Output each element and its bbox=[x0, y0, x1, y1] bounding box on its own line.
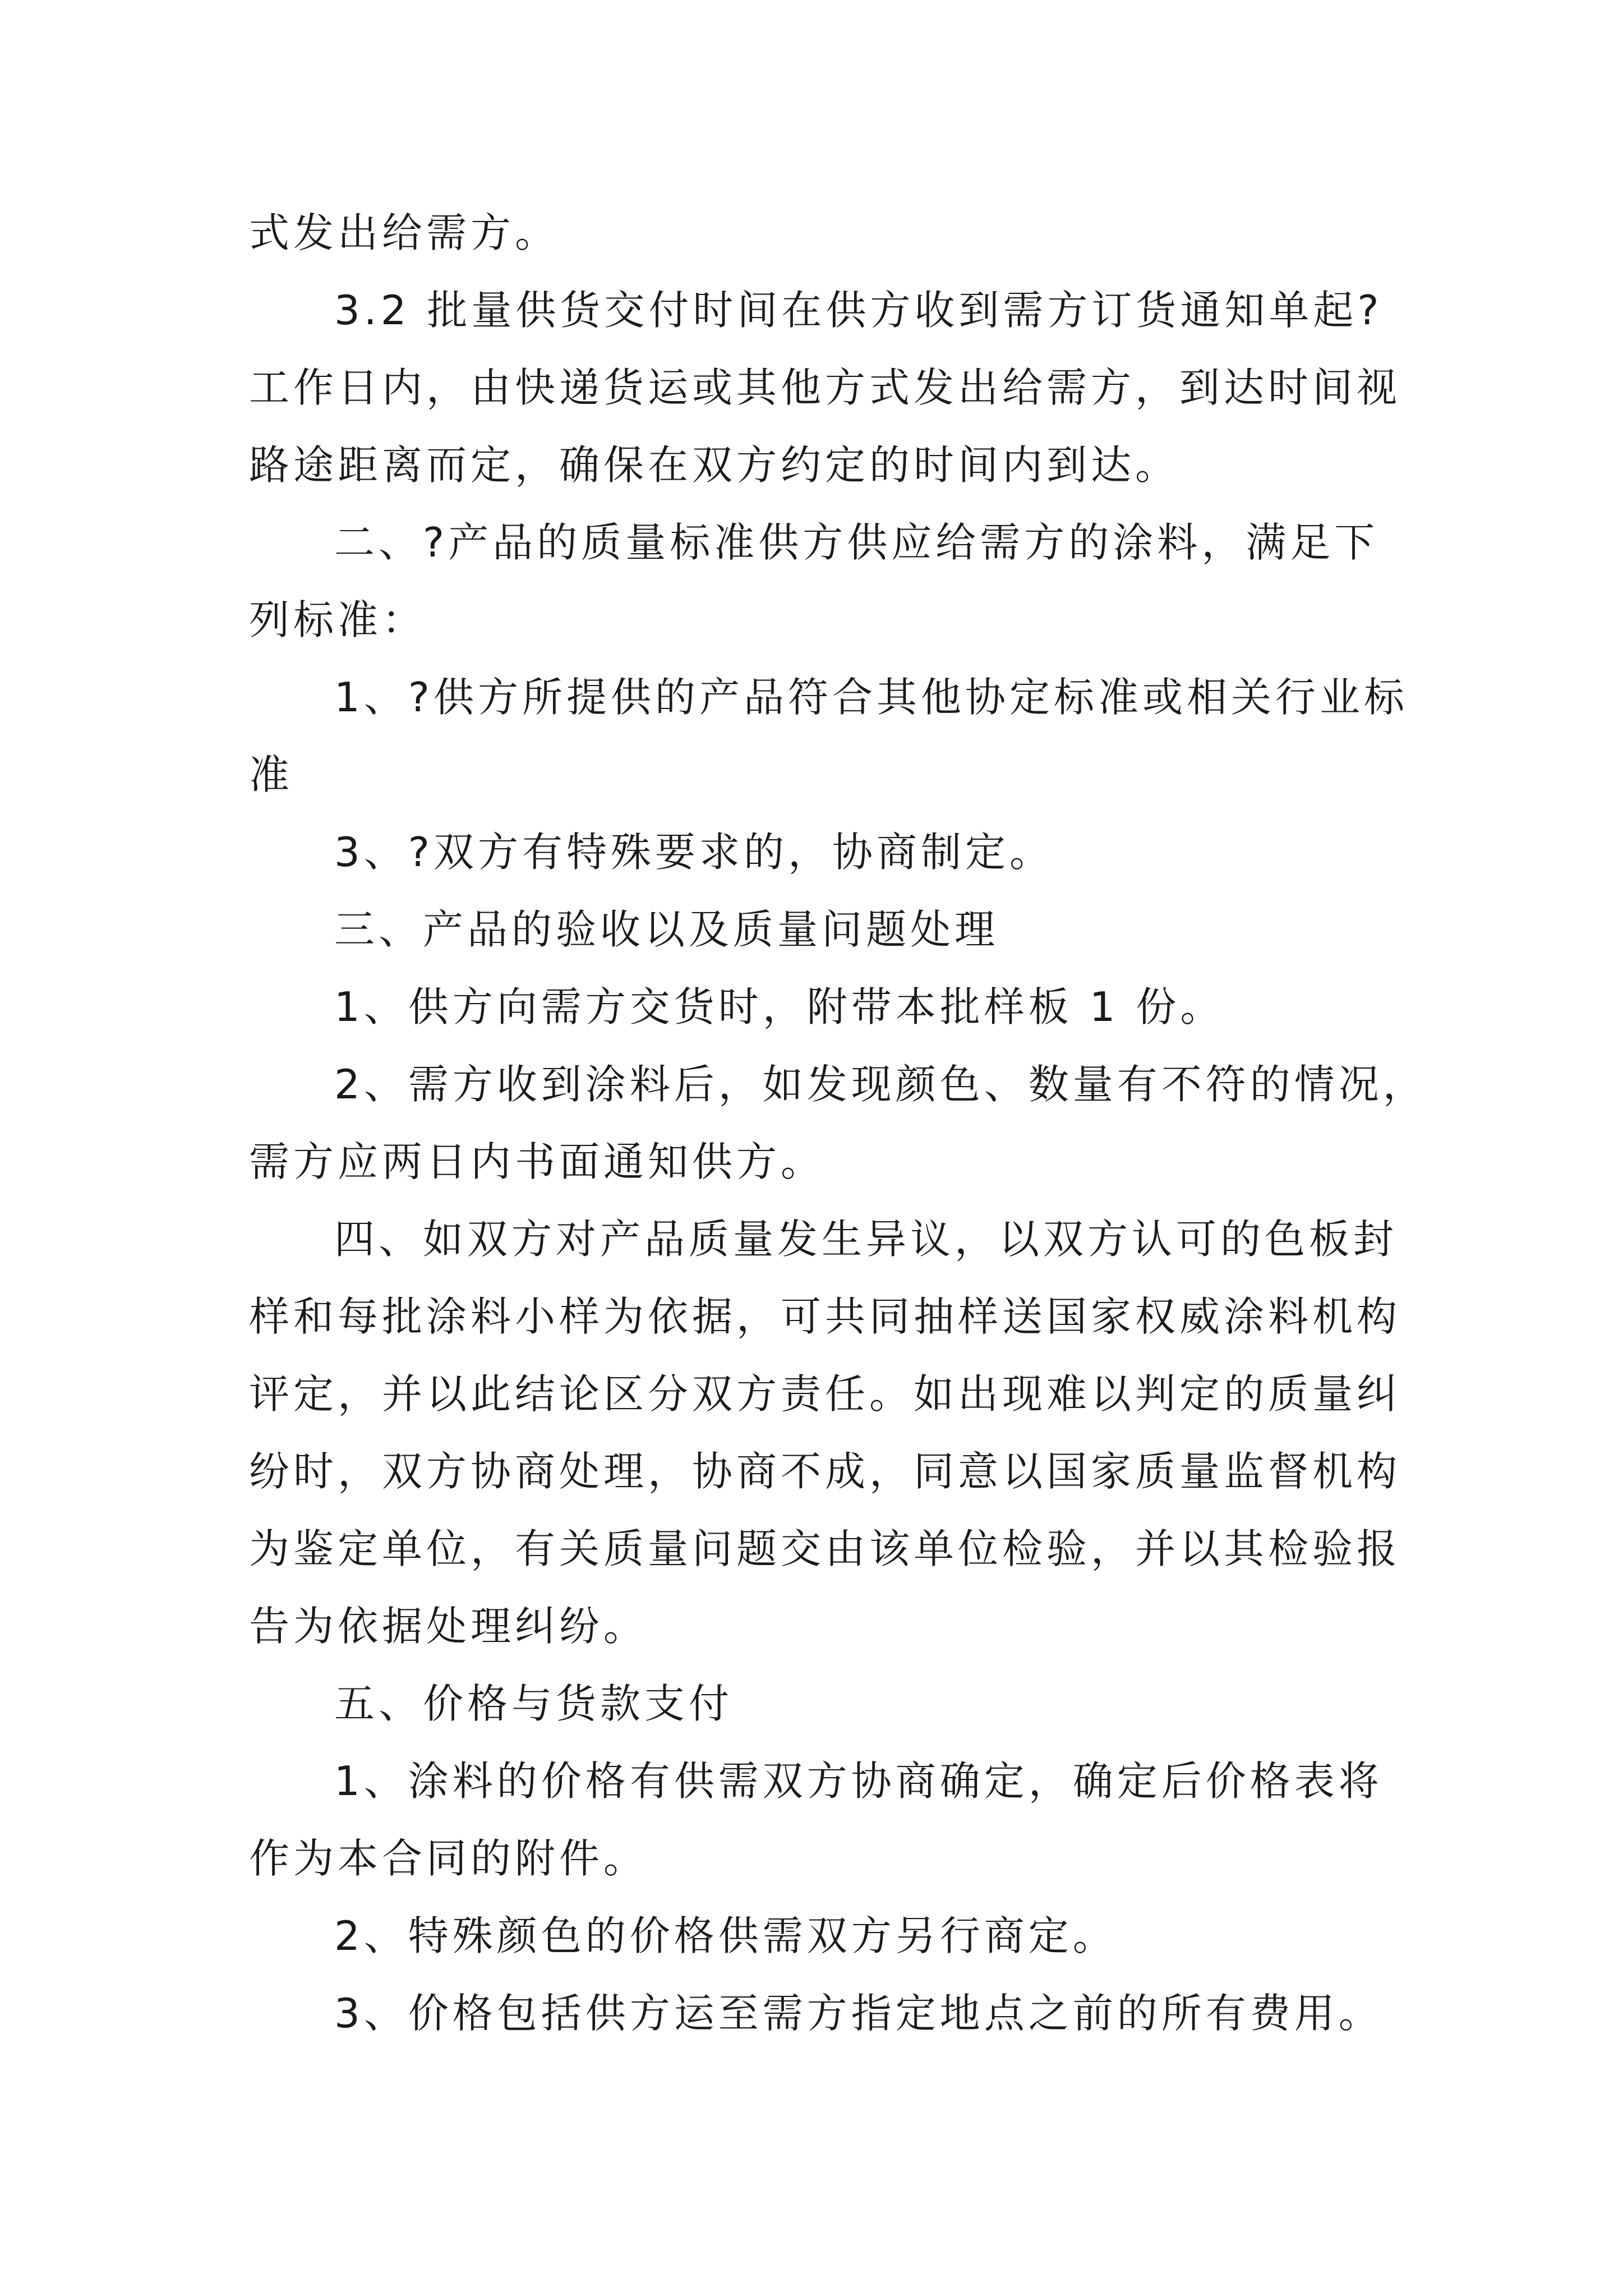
line-3: 工作日内，由快递货运或其他方式发出给需方，到达时间视 bbox=[249, 364, 1401, 411]
line-14: 四、如双方对产品质量发生异议，以双方认可的色板封 bbox=[334, 1216, 1398, 1263]
line-23: 2、特殊颜色的价格供需双方另行商定。 bbox=[334, 1912, 1117, 1959]
line-8: 准 bbox=[249, 751, 294, 798]
line-21: 1、涂料的价格有供需双方协商确定，确定后价格表将 bbox=[334, 1757, 1383, 1805]
line-16: 评定，并以此结论区分双方责任。如出现难以判定的质量纠 bbox=[249, 1370, 1401, 1418]
line-15: 样和每批涂料小样为依据，可共同抽样送国家权威涂料机构 bbox=[249, 1293, 1401, 1340]
line-2: 3.2 批量供货交付时间在供方收到需方订货通知单起? bbox=[334, 287, 1383, 334]
line-7: 1、?供方所提供的产品符合其他协定标准或相关行业标 bbox=[334, 674, 1409, 721]
line-12: 2、需方收到涂料后，如发现颜色、数量有不符的情况， bbox=[334, 1061, 1427, 1108]
line-22: 作为本合同的附件。 bbox=[249, 1835, 648, 1882]
line-6: 列标准： bbox=[249, 596, 427, 643]
line-9: 3、?双方有特殊要求的，协商制定。 bbox=[334, 829, 1054, 876]
line-24: 3、价格包括供方运至需方指定地点之前的所有费用。 bbox=[334, 1990, 1383, 2037]
line-5: 二、?产品的质量标准供方供应给需方的涂料，满足下 bbox=[334, 519, 1379, 566]
line-18: 为鉴定单位，有关质量问题交由该单位检验，并以其检验报 bbox=[249, 1525, 1401, 1572]
line-1: 式发出给需方。 bbox=[249, 209, 560, 256]
line-4: 路途距离而定，确保在双方约定的时间内到达。 bbox=[249, 441, 1180, 489]
line-19: 告为依据处理纠纷。 bbox=[249, 1603, 648, 1650]
line-10: 三、产品的验收以及质量问题处理 bbox=[334, 906, 999, 953]
line-11: 1、供方向需方交货时，附带本批样板 1 份。 bbox=[334, 983, 1225, 1030]
line-13: 需方应两日内书面通知供方。 bbox=[249, 1138, 826, 1185]
line-20: 五、价格与货款支付 bbox=[334, 1680, 734, 1727]
line-17: 纷时，双方协商处理，协商不成，同意以国家质量监督机构 bbox=[249, 1448, 1401, 1495]
